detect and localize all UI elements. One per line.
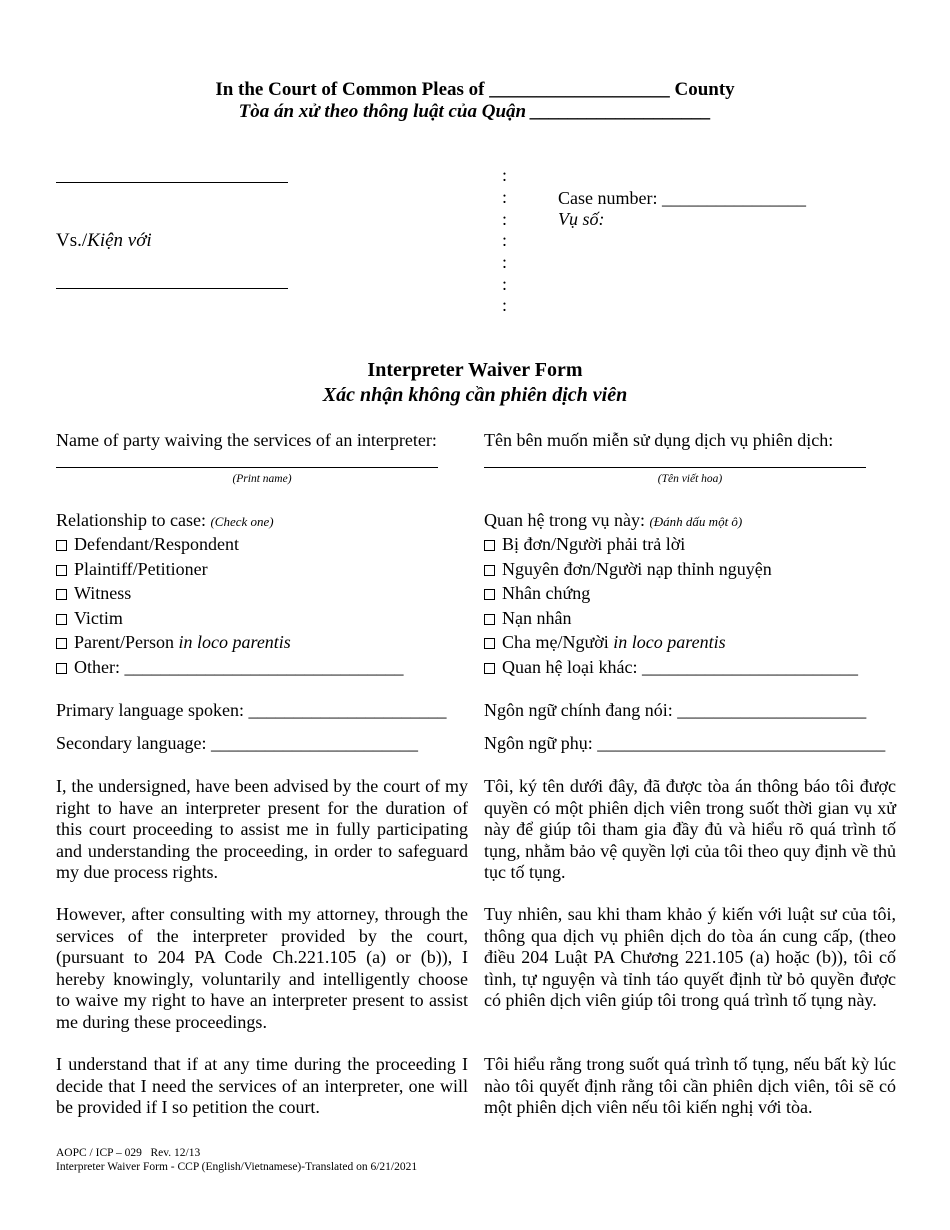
party-name-label: Name of party waiving the services of an interpreter: bbox=[56, 430, 437, 450]
checkbox[interactable] bbox=[484, 663, 495, 674]
relationship-label-vi: Quan hệ trong vụ này: (Đánh dấu một ô) bbox=[484, 510, 743, 530]
option-witness[interactable]: Witness bbox=[56, 582, 131, 604]
statement-advised: I, the undersigned, have been advised by the court of my right to have an interpreter present for the duration of this court proceeding to assist me in fully participating and understanding the proceeding, in order to safeguard my due process rights. bbox=[56, 776, 468, 882]
form-description: Interpreter Waiver Form - CCP (English/Vietnamese)-Translated on 6/21/2021 bbox=[56, 1161, 418, 1173]
statement-petition-vi: Tôi hiểu rằng trong suốt quá trình tố tụng, nếu bất kỳ lúc nào tôi quyết định rằng tôi cần phiên dịch viên, tôi sẽ có một phiên dịch viên nếu tôi kiến nghị với tòa. bbox=[484, 1054, 896, 1117]
case-number-field[interactable]: Case number: ________________ bbox=[558, 188, 806, 208]
statement-petition: I understand that if at any time during the proceeding I decide that I need the services of an interpreter, one will be provided if I so petition the court. bbox=[56, 1054, 468, 1117]
secondary-language-field[interactable]: Secondary language: _______________________ bbox=[56, 733, 418, 753]
secondary-language-field-vi[interactable]: Ngôn ngữ phụ: ________________________________ bbox=[484, 733, 886, 753]
statement-waiver: However, after consulting with my attorney, through the services of the interpreter provided by the court, (pursuant to 204 PA Code Ch.221.105 (a) or (b)), I hereby knowingly, voluntarily and intelligently choose to waive my right to have an interpreter present to assist me during these proceedings. bbox=[56, 904, 468, 1032]
statement-advised-vi: Tôi, ký tên dưới đây, đã được tòa án thông báo tôi được quyền có một phiên dịch viên trong suốt thời gian vụ xử này để giúp tôi tham gia đầy đủ và hiểu rõ quá trình tố tụng, nhằm bảo vệ quyền lợi của tôi theo quy định về thủ tục tố tụng. bbox=[484, 776, 896, 882]
party-name-line-vi[interactable] bbox=[484, 467, 866, 468]
party-name-label-vi: Tên bên muốn miễn sử dụng dịch vụ phiên dịch: bbox=[484, 430, 834, 450]
option-parent-vi[interactable]: Cha mẹ/Người in loco parentis bbox=[484, 631, 726, 653]
option-other-vi[interactable]: Quan hệ loại khác: ________________________ bbox=[484, 656, 858, 678]
form-id: AOPC / ICP – 029 Rev. 12/13 bbox=[56, 1147, 201, 1159]
checkbox[interactable] bbox=[484, 565, 495, 576]
option-other[interactable]: Other: _______________________________ bbox=[56, 656, 403, 678]
vs-label: Vs./Kiện với bbox=[56, 230, 152, 251]
checkbox[interactable] bbox=[56, 614, 67, 625]
case-number-label-vi: Vụ số: bbox=[558, 209, 605, 229]
party-name-line[interactable] bbox=[56, 467, 438, 468]
checkbox[interactable] bbox=[484, 638, 495, 649]
statement-waiver-vi: Tuy nhiên, sau khi tham khảo ý kiến với luật sư của tôi, thông qua dịch vụ phiên dịch do tòa án cung cấp, (theo điều 204 Luật PA Chương 221.105 (a) hoặc (b)), tôi cố tình, tự nguyện và tỉnh táo quyết định từ bỏ quyền được có phiên dịch viên giúp tôi trong quá trình tố tụng này. bbox=[484, 904, 896, 1010]
checkbox[interactable] bbox=[484, 614, 495, 625]
court-heading: In the Court of Common Pleas of ___________________ County bbox=[215, 79, 735, 100]
checkbox[interactable] bbox=[484, 589, 495, 600]
option-defendant[interactable]: Defendant/Respondent bbox=[56, 533, 239, 555]
form-title-vi: Xác nhận không cần phiên dịch viên bbox=[322, 384, 628, 406]
option-plaintiff-vi[interactable]: Nguyên đơn/Người nạp thỉnh nguyện bbox=[484, 558, 772, 580]
option-defendant-vi[interactable]: Bị đơn/Người phải trả lời bbox=[484, 533, 685, 555]
primary-language-field[interactable]: Primary language spoken: ______________________ bbox=[56, 700, 447, 720]
primary-language-field-vi[interactable]: Ngôn ngữ chính đang nói: _____________________ bbox=[484, 700, 867, 720]
checkbox[interactable] bbox=[56, 663, 67, 674]
plaintiff-name-line[interactable] bbox=[56, 182, 288, 183]
checkbox[interactable] bbox=[56, 638, 67, 649]
defendant-name-line[interactable] bbox=[56, 288, 288, 289]
checkbox[interactable] bbox=[56, 589, 67, 600]
print-name-hint: (Print name) bbox=[232, 473, 292, 485]
option-parent[interactable]: Parent/Person in loco parentis bbox=[56, 631, 291, 653]
option-victim[interactable]: Victim bbox=[56, 607, 123, 629]
option-victim-vi[interactable]: Nạn nhân bbox=[484, 607, 571, 629]
relationship-label: Relationship to case: (Check one) bbox=[56, 510, 274, 530]
form-title: Interpreter Waiver Form bbox=[367, 359, 583, 381]
court-heading-vi: Tòa án xử theo thông luật của Quận ___________________ bbox=[238, 101, 712, 122]
checkbox[interactable] bbox=[56, 565, 67, 576]
print-name-hint-vi: (Tên viết hoa) bbox=[657, 473, 723, 485]
checkbox[interactable] bbox=[484, 540, 495, 551]
checkbox[interactable] bbox=[56, 540, 67, 551]
option-witness-vi[interactable]: Nhân chứng bbox=[484, 582, 590, 604]
option-plaintiff[interactable]: Plaintiff/Petitioner bbox=[56, 558, 208, 580]
